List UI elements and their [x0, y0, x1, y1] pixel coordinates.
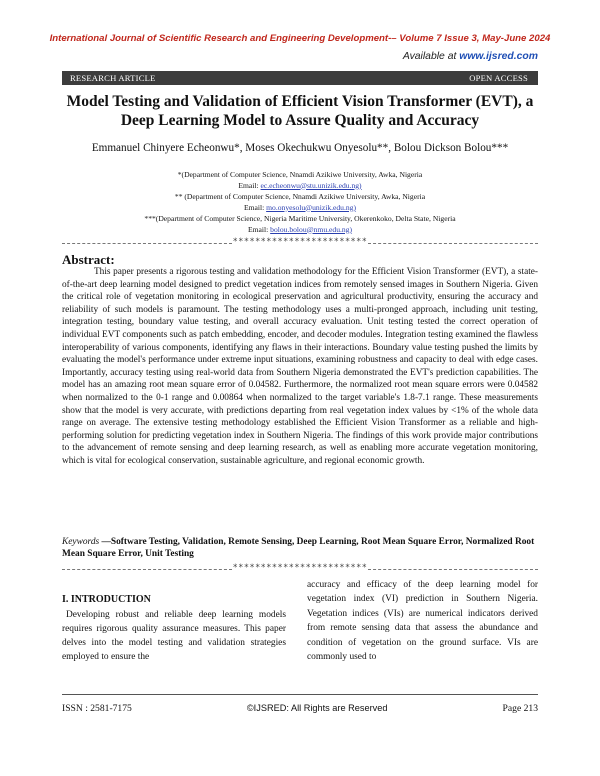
footer-rule: [62, 694, 538, 695]
affiliation-dept: ** (Department of Computer Science, Nnamdi Azikiwe University, Awka, Nigeria: [174, 192, 426, 201]
paper-title: Model Testing and Validation of Efficient Vision Transformer (EVT), a Deep Learning Model to Assure Quality and Accuracy: [66, 93, 534, 129]
article-type-bar: [62, 71, 538, 85]
affiliation-dept: ***(Department of Computer Science, Nigeria Maritime University, Okerenkoko, Delta State, Nigeria: [144, 214, 456, 223]
availability-prefix: Available at: [402, 51, 460, 62]
keywords-block: [62, 536, 538, 560]
keywords-label: Keywords: [62, 537, 100, 547]
intro-right-text: accuracy and efficacy of the deep learning model for vegetation index (VI) prediction in Southern Nigeria. Vegetation indices (VIs) are numerical indicators derived from remote sensing data that assess the abundance and condition of vegetation on the ground surface. VIs are commonly used to: [307, 580, 538, 663]
separator-dash: [62, 243, 232, 244]
author-email-link[interactable]: ec.echeonwu@stu.unizik.edu.ng): [260, 180, 362, 190]
journal-header: International Journal of Scientific Research and Engineering Development-– Volume 7 Issue 3, May-June 2024: [49, 33, 551, 44]
journal-url-link[interactable]: www.ijsred.com: [459, 51, 538, 62]
abstract-text: This paper presents a rigorous testing and validation methodology for the Efficient Vision Transformer (EVT), a state-of-the-art deep learning model designed to predict vegetation indices from remotely sensed images in Southern Nigeria. Given the critical role of vegetation monitoring in ecological preservation and agricultural productivity, ensuring the accuracy and reliability of such models is paramount. The testing methodology uses a multi-pronged approach, including unit testing, integration testing, boundary value testing, and overall accuracy evaluation. Unit testing tested the correct operation of individual EVT components such as patch embedding, encoder, and decoder modules. Integration testing examined the flawless interoperability of various components, identifying any flaws in their interactions. Boundary value testing pushed the limits by evaluating the model's performance under extreme input situations, examining robustness and capacity to deal with edge cases. Importantly, accuracy testing using real-world data from Southern Nigeria demonstrated the EVT's prediction capabilities. The model has an amazing root mean square error of 0.04582. Furthermore, the normalized root mean square errors were 0.04582 when normalized to the 0-1 range and 0.00864 when normalized to the target variable's 1.8-7.1 range. These measurements show that the model is very accurate, with predictions departing from real vegetation index values by <1% of the whole data range on average. The extensive testing methodology established the Efficient Vision Transformer as a reliable and high-performing solution for predicting vegetation index in Southern Nigeria. The findings of this work provide major contributions to the advancement of remote sensing and deep learning research, as well as enabling more accurate vegetation monitoring, which is vital for ecological conservation, sustainable agriculture, and regional economic growth.: [62, 267, 538, 466]
keywords-text: —Software Testing, Validation, Remote Sensing, Deep Learning, Root Mean Square Error, Normalized Root Mean Square Error, Unit Testing: [62, 537, 535, 559]
author-email-link[interactable]: bolou.bolou@nmu.edu.ng): [270, 224, 353, 234]
issn-label: ISSN : 2581-7175: [62, 703, 132, 714]
separator-dash: [62, 569, 232, 570]
affiliation-1: [62, 170, 538, 191]
research-article-label: RESEARCH ARTICLE: [70, 73, 156, 83]
affiliation-2: [62, 192, 538, 213]
affiliation-email-line: Email: mo.onyesolu@unizik.edu.ng): [243, 202, 357, 212]
abstract-heading: Abstract:: [62, 252, 115, 267]
page-footer: [62, 703, 538, 714]
introduction-heading: I. INTRODUCTION: [62, 594, 151, 605]
intro-left-text: Developing robust and reliable deep learning models requires rigorous quality assurance measures. This paper delves into the model testing and validation strategies employed to ensure the: [62, 610, 286, 662]
separator-stars: ************************: [232, 563, 368, 573]
separator-top: [62, 237, 538, 247]
separator-dash: [368, 243, 538, 244]
affiliation-email-line: Email: bolou.bolou@nmu.edu.ng): [247, 224, 353, 234]
author-email-link[interactable]: mo.onyesolu@unizik.edu.ng): [266, 202, 357, 212]
affiliation-3: [62, 214, 538, 235]
page-number: Page 213: [502, 703, 538, 714]
author-list: Emmanuel Chinyere Echeonwu*, Moses Okechukwu Onyesolu**, Bolou Dickson Bolou***: [91, 142, 509, 154]
separator-stars: ************************: [232, 237, 368, 247]
copyright-notice: ©IJSRED: All Rights are Reserved: [246, 703, 388, 713]
availability-line: [403, 51, 538, 62]
affiliation-dept: *(Department of Computer Science, Nnamdi Azikiwe University, Awka, Nigeria: [177, 170, 423, 179]
affiliation-email-line: Email: ec.echeonwu@stu.unizik.edu.ng): [238, 180, 362, 190]
open-access-label: OPEN ACCESS: [469, 73, 528, 83]
right-column: [307, 578, 538, 664]
left-column: [62, 586, 286, 664]
separator-dash: [368, 569, 538, 570]
separator-bottom: [62, 563, 538, 573]
